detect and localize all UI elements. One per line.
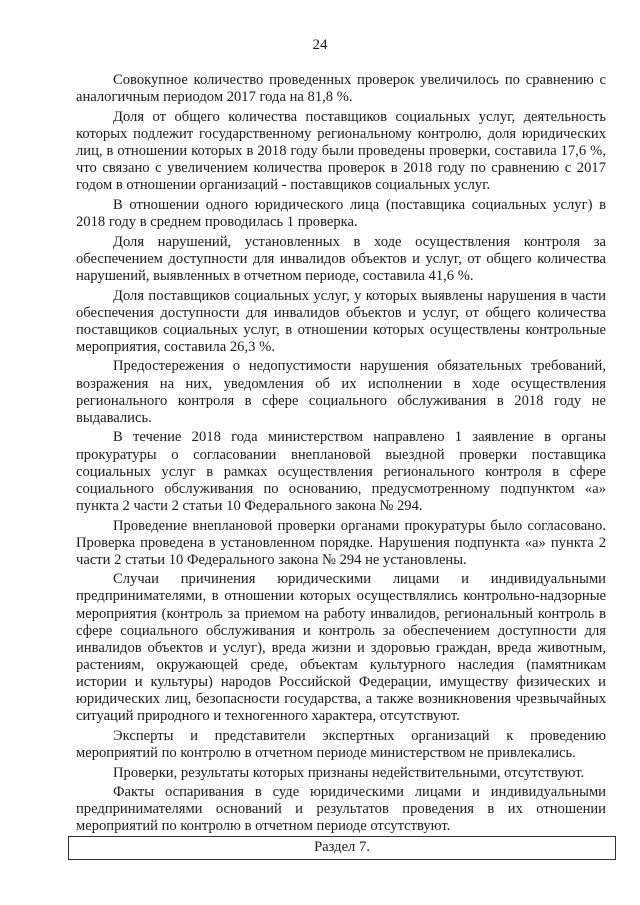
section-heading: Раздел 7.: [68, 836, 616, 860]
paragraph: В течение 2018 года министерством направлено 1 заявление в органы прокуратуры о согласовании внеплановой выездной проверки поставщика социальных услуг в рамках осуществления регионального контроля в сфере социального обслуживания по основанию, предусмотренному подпунктом «а» пункта 2 части 2 статьи 10 Федерального закона № 294.: [76, 429, 606, 514]
paragraph: Случаи причинения юридическими лицами и индивидуальными предпринимателями, в отношении которых осуществлялись контрольно-надзорные мероприятия (контроль за приемом на работу инвалидов, региональный контроль в сфере социального обслуживания и контроль за обеспечением доступности для инвалидов объектов и услуг), вреда жизни и здоровью граждан, вреда животным, растениям, окружающей среде, объектам культурного наследия (памятникам истории и культуры) народов Российской Федерации, имуществу физических и юридических лиц, безопасности государства, а также возникновения чрезвычайных ситуаций природного и техногенного характера, отсутствуют.: [76, 571, 606, 725]
paragraph: Совокупное количество проведенных проверок увеличилось по сравнению с аналогичным периодом 2017 года на 81,8 %.: [76, 72, 606, 106]
paragraph: Проверки, результаты которых признаны недействительными, отсутствуют.: [113, 764, 585, 781]
paragraph: В отношении одного юридического лица (поставщика социальных услуг) в 2018 году в среднем проводилась 1 проверка.: [76, 196, 606, 230]
paragraph: Эксперты и представители экспертных организаций к проведению мероприятий по контролю в отчетном периоде министерством не привлекались.: [76, 727, 606, 761]
paragraph: Доля нарушений, установленных в ходе осуществления контроля за обеспечением доступности для инвалидов объектов и услуг, от общего количества нарушений, выявленных в отчетном периоде, составила 41,6 %.: [76, 233, 606, 284]
page-number: 24: [312, 37, 328, 53]
paragraph: Предостережения о недопустимости нарушения обязательных требований, возражения на них, уведомления об их исполнении в ходе осуществления регионального контроля в сфере социального обслуживания в 2018 году не выдавались.: [76, 358, 606, 426]
paragraph: Факты оспаривания в суде юридическими лицами и индивидуальными предпринимателями оснований и результатов проведения в их отношении мероприятий по контролю в отчетном периоде отсутствуют.: [76, 784, 606, 835]
paragraph: Проведение внеплановой проверки органами прокуратуры было согласовано. Проверка проведена в установленном порядке. Нарушения подпункта «а» пункта 2 части 2 статьи 10 Федерального закона № 294 не установлены.: [76, 517, 606, 568]
document-body: [76, 72, 606, 838]
paragraph: Доля от общего количества поставщиков социальных услуг, деятельность которых подлежит государственному региональному контролю, доля юридических лиц, в отношении которых в 2018 году были проведены проверки, составила 17,6 %, что связано с увеличением количества проверок в 2018 году по сравнению с 2017 годом в отношении организаций - поставщиков социальных услуг.: [76, 108, 606, 194]
paragraph: Доля поставщиков социальных услуг, у которых выявлены нарушения в части обеспечения доступности для инвалидов объектов и услуг, от общего количества поставщиков социальных услуг, в отношении которых осуществлены контрольные мероприятия, составила 26,3 %.: [76, 287, 606, 355]
